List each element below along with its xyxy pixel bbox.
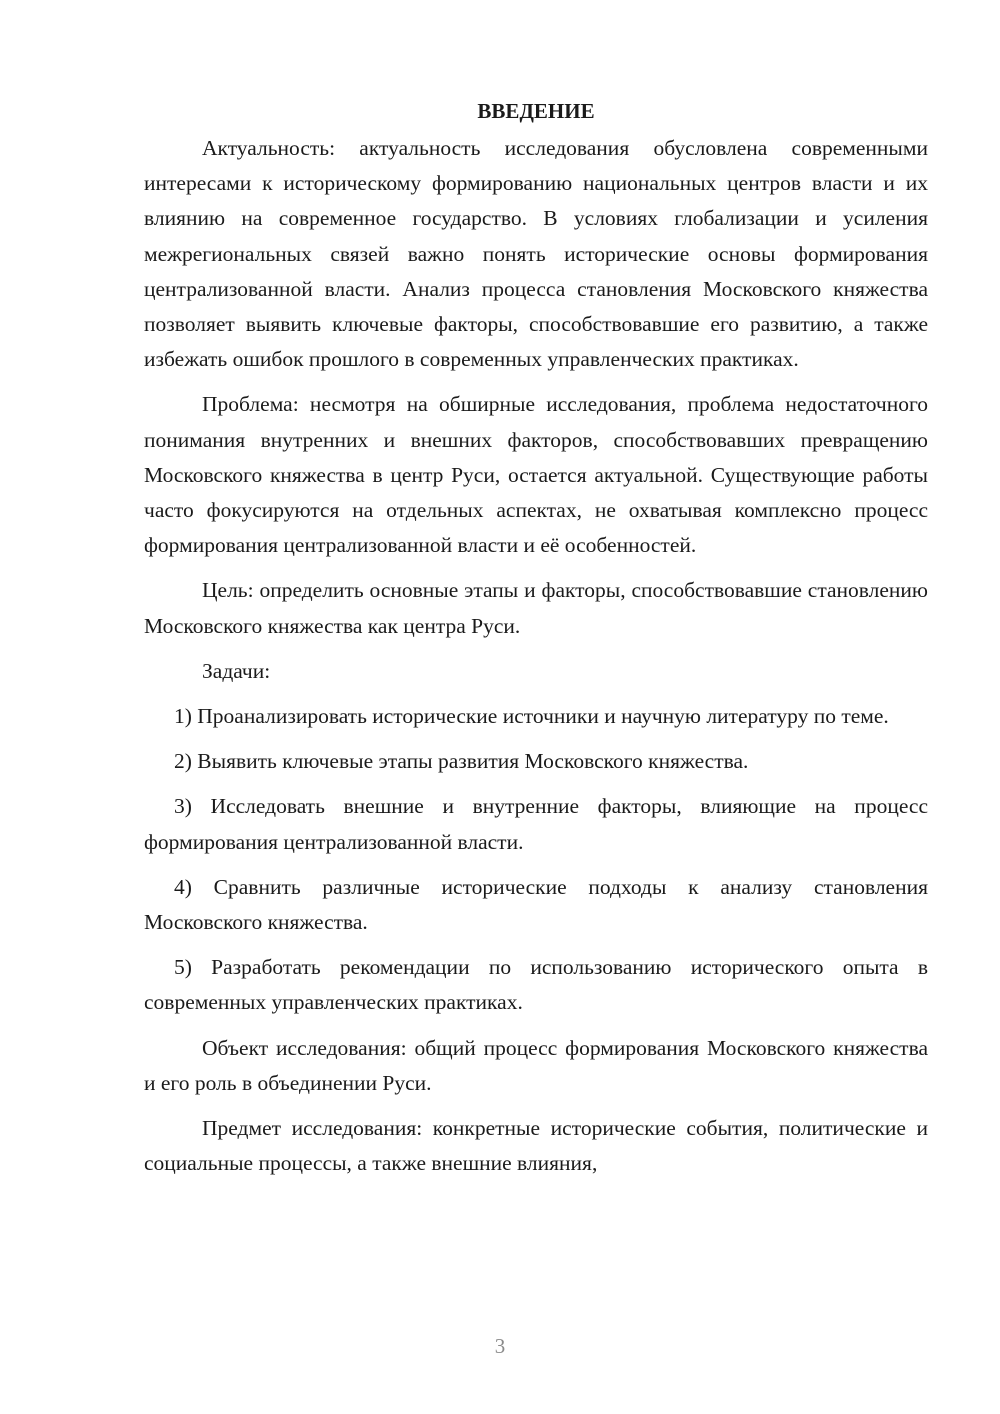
paragraph-relevance: Актуальность: актуальность исследования обусловлена современными интересами к историческому формированию национальных центров власти и их влиянию на современное государство. В условиях глобализации и усиления межрегиональных связей важно понять исторические основы формирования централизованной власти. Анализ процесса становления Московского княжества позволяет выявить ключевые факторы, способствовавшие его развитию, а также избежать ошибок прошлого в современных управленческих практиках.: [144, 136, 928, 372]
paragraph-object: Объект исследования: общий процесс формирования Московского княжества и его роль в объединении Руси.: [144, 1035, 928, 1095]
task-item-4: 4) Сравнить различные исторические подходы к анализу становления Московского княжества.: [144, 874, 928, 935]
task-item-1: 1) Проанализировать исторические источники и научную литературу по теме.: [174, 704, 889, 729]
tasks-heading: Задачи:: [202, 658, 271, 683]
page-number: 3: [494, 1334, 506, 1358]
paragraph-problem: Проблема: несмотря на обширные исследования, проблема недостаточного понимания внутренних и внешних факторов, способствовавших превращению Московского княжества в центр Руси, остается актуальной. Существующие работы часто фокусируются на отдельных аспектах, не охватывая комплексно процесс формирования централизованной власти и её особенностей.: [144, 392, 928, 558]
paragraph-goal: Цель: определить основные этапы и факторы, способствовавшие становлению Московского княжества как центра Руси.: [144, 578, 928, 638]
task-item-2: 2) Выявить ключевые этапы развития Московского княжества.: [174, 749, 749, 774]
paragraph-subject: Предмет исследования: конкретные исторические события, политические и социальные процессы, а также внешние влияния,: [144, 1116, 928, 1176]
task-item-5: 5) Разработать рекомендации по использованию исторического опыта в современных управленческих практиках.: [144, 955, 928, 1015]
page-content: [144, 94, 928, 1191]
task-item-3: 3) Исследовать внешние и внутренние факторы, влияющие на процесс формирования централизованной власти.: [144, 794, 928, 854]
section-title: ВВЕДЕНИЕ: [477, 99, 595, 123]
